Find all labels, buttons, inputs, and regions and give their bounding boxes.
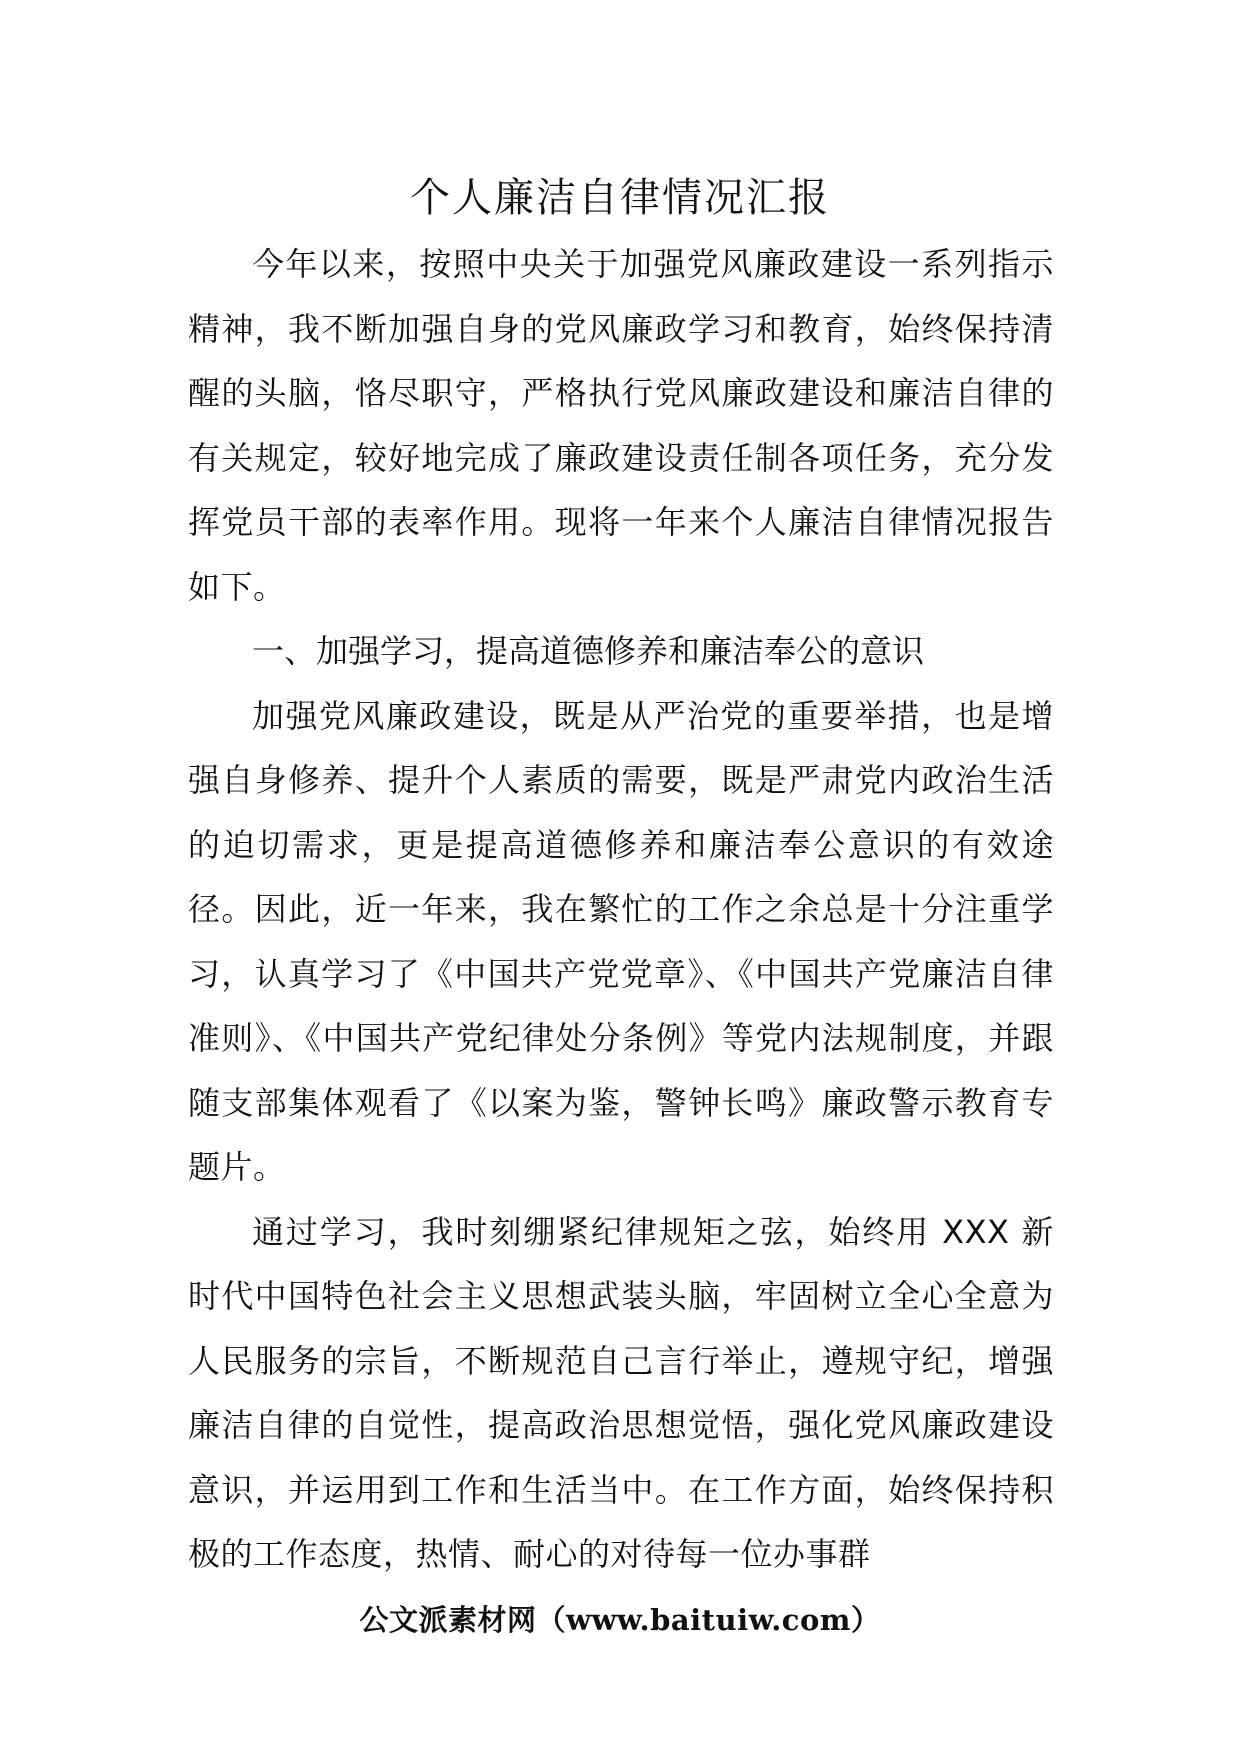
section-heading-1: 一、加强学习，提高道德修养和廉洁奉公的意识 (252, 632, 925, 670)
document-body (188, 232, 1054, 1587)
paragraph-study: 加强党风廉政建设，既是从严治党的重要举措，也是增强自身修养、提升个人素质的需要，既是严肃党内政治生活的迫切需求，更是提高道德修养和廉洁奉公意识的有效途径。因此，近一年来，我在繁忙的工作之余总是十分注重学习，认真学习了《中国共产党党章》、《中国共产党廉洁自律准则》、《中国共产党纪律处分条例》等党内法规制度，并跟随支部集体观看了《以案为鉴，警钟长鸣》廉政警示教育专题片。 (188, 696, 1054, 1186)
footer-watermark: 公文派素材网（www.baituiw.com） (359, 1603, 881, 1637)
paragraph-discipline: 通过学习，我时刻绷紧纪律规矩之弦，始终用 XXX 新时代中国特色社会主义思想武装头脑，牢固树立全心全意为人民服务的宗旨，不断规范自己言行举止，遵规守纪，增强廉洁自律的自觉性，提高政治思想觉悟，强化党风廉政建设意识，并运用到工作和生活当中。在工作方面，始终保持积极的工作态度，热情、耐心的对待每一位办事群 (188, 1212, 1054, 1573)
document-title: 个人廉洁自律情况汇报 (410, 175, 830, 221)
paragraph-intro: 今年以来，按照中央关于加强党风廉政建设一系列指示精神，我不断加强自身的党风廉政学习和教育，始终保持清醒的头脑，恪尽职守，严格执行党风廉政建设和廉洁自律的有关规定，较好地完成了廉政建设责任制各项任务，充分发挥党员干部的表率作用。现将一年来个人廉洁自律情况报告如下。 (188, 245, 1054, 606)
